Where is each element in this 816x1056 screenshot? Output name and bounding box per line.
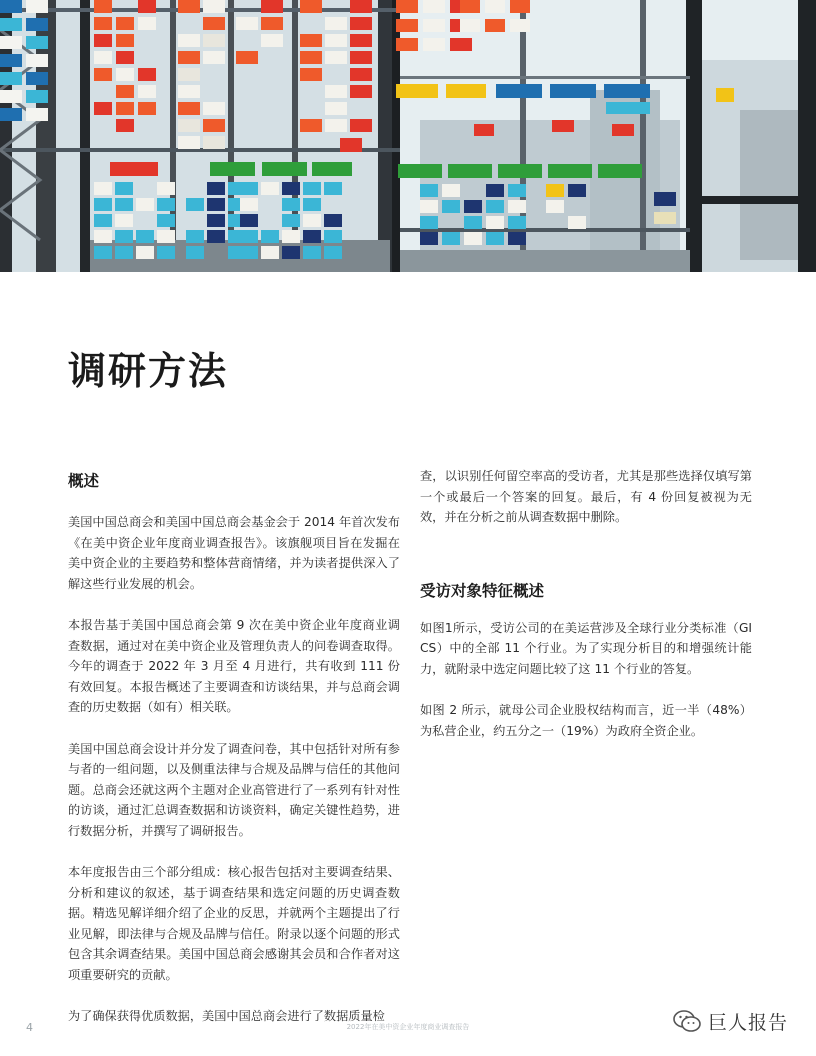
sticky-note [423, 0, 445, 13]
sticky-note [508, 232, 526, 245]
sticky-note [300, 0, 322, 13]
sticky-note [350, 0, 372, 13]
sticky-note [116, 68, 134, 81]
sticky-note [116, 85, 134, 98]
sticky-note [716, 88, 734, 102]
sticky-note [396, 84, 438, 98]
footer-caption: 2022年在美中资企业年度商业调查报告 [346, 1023, 470, 1031]
sticky-note [303, 230, 321, 243]
sticky-note [420, 232, 438, 245]
sticky-note [203, 17, 225, 30]
sticky-note [261, 17, 283, 30]
sticky-note [568, 184, 586, 197]
sticky-note [94, 230, 112, 243]
sticky-note [116, 34, 134, 47]
sticky-note [262, 162, 307, 176]
sticky-note [116, 51, 134, 64]
sticky-note [203, 119, 225, 132]
sticky-note [0, 0, 22, 13]
sticky-note [0, 72, 22, 85]
sticky-note [207, 182, 225, 195]
sticky-note [186, 198, 204, 211]
sticky-note [474, 124, 494, 136]
sticky-note [325, 34, 347, 47]
sticky-note [282, 230, 300, 243]
sticky-note [207, 198, 225, 211]
sticky-note [396, 38, 418, 51]
sticky-note [486, 232, 504, 245]
sticky-note [300, 119, 322, 132]
sticky-note [450, 38, 472, 51]
sticky-note [324, 182, 342, 195]
sticky-note [325, 119, 347, 132]
sticky-note [300, 51, 322, 64]
sticky-note [240, 198, 258, 211]
sticky-note [350, 17, 372, 30]
sticky-note [116, 119, 134, 132]
sticky-note [325, 51, 347, 64]
sticky-note [300, 68, 322, 81]
sticky-note [94, 0, 112, 13]
sticky-note [568, 216, 586, 229]
sticky-note [236, 17, 258, 30]
sticky-note [178, 51, 200, 64]
sticky-note [550, 84, 596, 98]
wechat-icon [672, 1008, 702, 1034]
sticky-note [178, 0, 200, 13]
paragraph: 本年度报告由三个部分组成：核心报告包括对主要调查结果、分析和建议的叙述，基于调查结果和选定问题的历史调查数据。精选见解详细介绍了企业的反思，并就两个主题提出了行业见解，即法律与合规及品牌与信任。附录以逐个问题的形式包含其余调查结果。美国中国总商会感谢其会员和合作者对这项重要研究的贡献。 [68, 865, 400, 982]
sticky-note [157, 182, 175, 195]
sticky-note [350, 85, 372, 98]
sticky-note [282, 182, 300, 195]
page-number: 4 [26, 1021, 33, 1034]
sticky-note [115, 198, 133, 211]
sticky-note [303, 198, 321, 211]
sticky-note [485, 19, 505, 32]
sticky-note [136, 230, 154, 243]
right-column [420, 466, 752, 762]
sticky-note [203, 51, 225, 64]
sticky-note [0, 54, 22, 67]
sticky-note [157, 198, 175, 211]
sticky-note [448, 164, 492, 178]
sticky-note [612, 124, 634, 136]
paragraph: 为了确保获得优质数据，美国中国总商会进行了数据质量检 [68, 1009, 385, 1023]
sticky-note [94, 34, 112, 47]
sticky-note [261, 34, 283, 47]
sticky-note [446, 84, 486, 98]
sticky-note [423, 19, 445, 32]
sticky-note [396, 0, 418, 13]
sticky-note [94, 182, 112, 195]
sticky-note [312, 162, 352, 176]
sticky-note [136, 198, 154, 211]
sticky-note [464, 216, 482, 229]
sticky-note [398, 164, 442, 178]
paragraph: 美国中国总商会和美国中国总商会基金会于 2014 年首次发布《在美中资企业年度商业调查报告》。该旗舰项目旨在发掘在美中资企业的主要趋势和整体营商情绪，并为读者提供深入了解这些行业发展的机会。 [68, 515, 400, 591]
sticky-note [157, 246, 175, 259]
sticky-note [115, 182, 133, 195]
sticky-note [240, 214, 258, 227]
sticky-note [138, 0, 156, 13]
sticky-note [460, 19, 480, 32]
sticky-note [115, 230, 133, 243]
sticky-note [178, 34, 200, 47]
sticky-note [303, 246, 321, 259]
sticky-note [136, 246, 154, 259]
sticky-note [0, 36, 22, 49]
sticky-note [464, 200, 482, 213]
sticky-note [598, 164, 642, 178]
sticky-note [94, 51, 112, 64]
sticky-note [240, 246, 258, 259]
sticky-note [486, 200, 504, 213]
sticky-note [324, 214, 342, 227]
sticky-note [460, 0, 480, 13]
sticky-note [486, 184, 504, 197]
sticky-note [240, 182, 258, 195]
sticky-note [324, 246, 342, 259]
sticky-note [508, 216, 526, 229]
paragraph: 本报告基于美国中国总商会第 9 次在美中资企业年度商业调查数据，通过对在美中资企业及管理负责人的问卷调查取得。今年的调查于 2022 年 3 月至 4 月进行，共有收到 111 份有效回复。本报告概述了主要调查和访谈结果，并与总商会调查的历史数据（如有）相关联。 [68, 618, 400, 714]
sticky-note [26, 54, 48, 67]
sticky-note [548, 164, 592, 178]
sticky-note [26, 18, 48, 31]
sticky-note [508, 200, 526, 213]
sticky-note [282, 198, 300, 211]
sticky-note [396, 19, 418, 32]
sticky-note [94, 102, 112, 115]
sticky-note [26, 72, 48, 85]
sticky-note [324, 230, 342, 243]
hero-photo [0, 0, 816, 272]
sticky-note [26, 0, 48, 13]
sticky-note [178, 119, 200, 132]
sticky-note [420, 216, 438, 229]
watermark-text: 巨人报告 [708, 1011, 789, 1034]
sticky-note [207, 230, 225, 243]
sticky-note [94, 214, 112, 227]
sticky-note [178, 136, 200, 149]
sticky-note [236, 51, 258, 64]
sticky-note [203, 0, 225, 13]
sticky-note [26, 108, 48, 121]
sticky-note [300, 34, 322, 47]
sticky-note [94, 246, 112, 259]
sticky-note [138, 102, 156, 115]
sticky-note [157, 214, 175, 227]
paragraph: 如图1所示，受访公司的在美运营涉及全球行业分类标准（GICS）中的全部 11 个行业。为了实现分析目的和增强统计能力，就附录中选定问题比较了这 11 个行业的答复。 [420, 620, 752, 676]
sticky-note [186, 246, 204, 259]
sticky-note [261, 182, 279, 195]
sticky-note [178, 85, 200, 98]
sticky-note [261, 230, 279, 243]
sticky-note [350, 34, 372, 47]
sticky-note [210, 162, 255, 176]
paragraph: 美国中国总商会设计并分发了调查问卷，其中包括针对所有参与者的一组问题，以及侧重法律与合规及品牌与信任的其他问题。总商会还就这两个主题对企业高管进行了一系列有针对性的访谈，通过汇总调查数据和访谈资料，确定关键性趋势，进行数据分析，并撰写了调研报告。 [68, 741, 400, 838]
sticky-note [240, 230, 258, 243]
sticky-note [138, 17, 156, 30]
sticky-note [340, 138, 362, 152]
sticky-note [510, 0, 530, 13]
sticky-note [203, 102, 225, 115]
sticky-note [138, 68, 156, 81]
sticky-note [116, 17, 134, 30]
sticky-note [178, 68, 200, 81]
sticky-note [654, 212, 676, 224]
page-title: 调研方法 [68, 349, 229, 393]
sticky-note [496, 84, 542, 98]
sticky-note [207, 214, 225, 227]
sticky-note [116, 102, 134, 115]
sticky-note [606, 102, 650, 114]
sticky-note [94, 17, 112, 30]
sticky-note [442, 200, 460, 213]
sticky-note [442, 232, 460, 245]
sticky-note [0, 90, 22, 103]
sticky-note [0, 18, 22, 31]
sticky-note [186, 230, 204, 243]
left-column [68, 470, 400, 1048]
sticky-note [303, 182, 321, 195]
sticky-note [303, 214, 321, 227]
section-heading-respondents: 受访对象特征概述 [420, 581, 545, 600]
sticky-note [350, 68, 372, 81]
sticky-note [486, 216, 504, 229]
watermark [672, 1006, 788, 1036]
sticky-note [498, 164, 542, 178]
sticky-note [203, 34, 225, 47]
sticky-note [510, 19, 530, 32]
sticky-note [94, 68, 112, 81]
sticky-note [350, 119, 372, 132]
sticky-note [654, 192, 676, 206]
sticky-note [282, 214, 300, 227]
sticky-note [485, 0, 505, 13]
sticky-note [203, 136, 225, 149]
sticky-note [26, 36, 48, 49]
sticky-note [138, 85, 156, 98]
paragraph-continuation: 查，以识别任何留空率高的受访者，尤其是那些选择仅填写第一个或最后一个答案的回复。最后，有 4 份回复被视为无效，并在分析之前从调查数据中删除。 [420, 469, 752, 524]
sticky-note [325, 85, 347, 98]
sticky-note [325, 17, 347, 30]
sticky-note [0, 108, 22, 121]
paragraph: 如图 2 所示，就母公司企业股权结构而言，近一半（48%）为私营企业，约五分之一（19%）为政府全资企业。 [420, 703, 752, 738]
sticky-note [442, 184, 460, 197]
sticky-note [94, 198, 112, 211]
sticky-note [552, 120, 574, 132]
sticky-note [420, 200, 438, 213]
sticky-note [261, 246, 279, 259]
sticky-note [157, 230, 175, 243]
sticky-note [350, 51, 372, 64]
sticky-note [110, 162, 158, 176]
sticky-note [26, 90, 48, 103]
sticky-note [546, 200, 564, 213]
sticky-note [423, 38, 445, 51]
sticky-note [261, 0, 283, 13]
sticky-note [420, 184, 438, 197]
sticky-note [115, 214, 133, 227]
sticky-note [325, 102, 347, 115]
sticky-note [508, 184, 526, 197]
sticky-note [604, 84, 650, 98]
sticky-note [115, 246, 133, 259]
section-heading-overview: 概述 [68, 472, 100, 490]
sticky-note [546, 184, 564, 197]
sticky-note [464, 232, 482, 245]
office-glass-wall-sticky-notes-photo [0, 0, 816, 272]
sticky-note [178, 102, 200, 115]
sticky-note [282, 246, 300, 259]
